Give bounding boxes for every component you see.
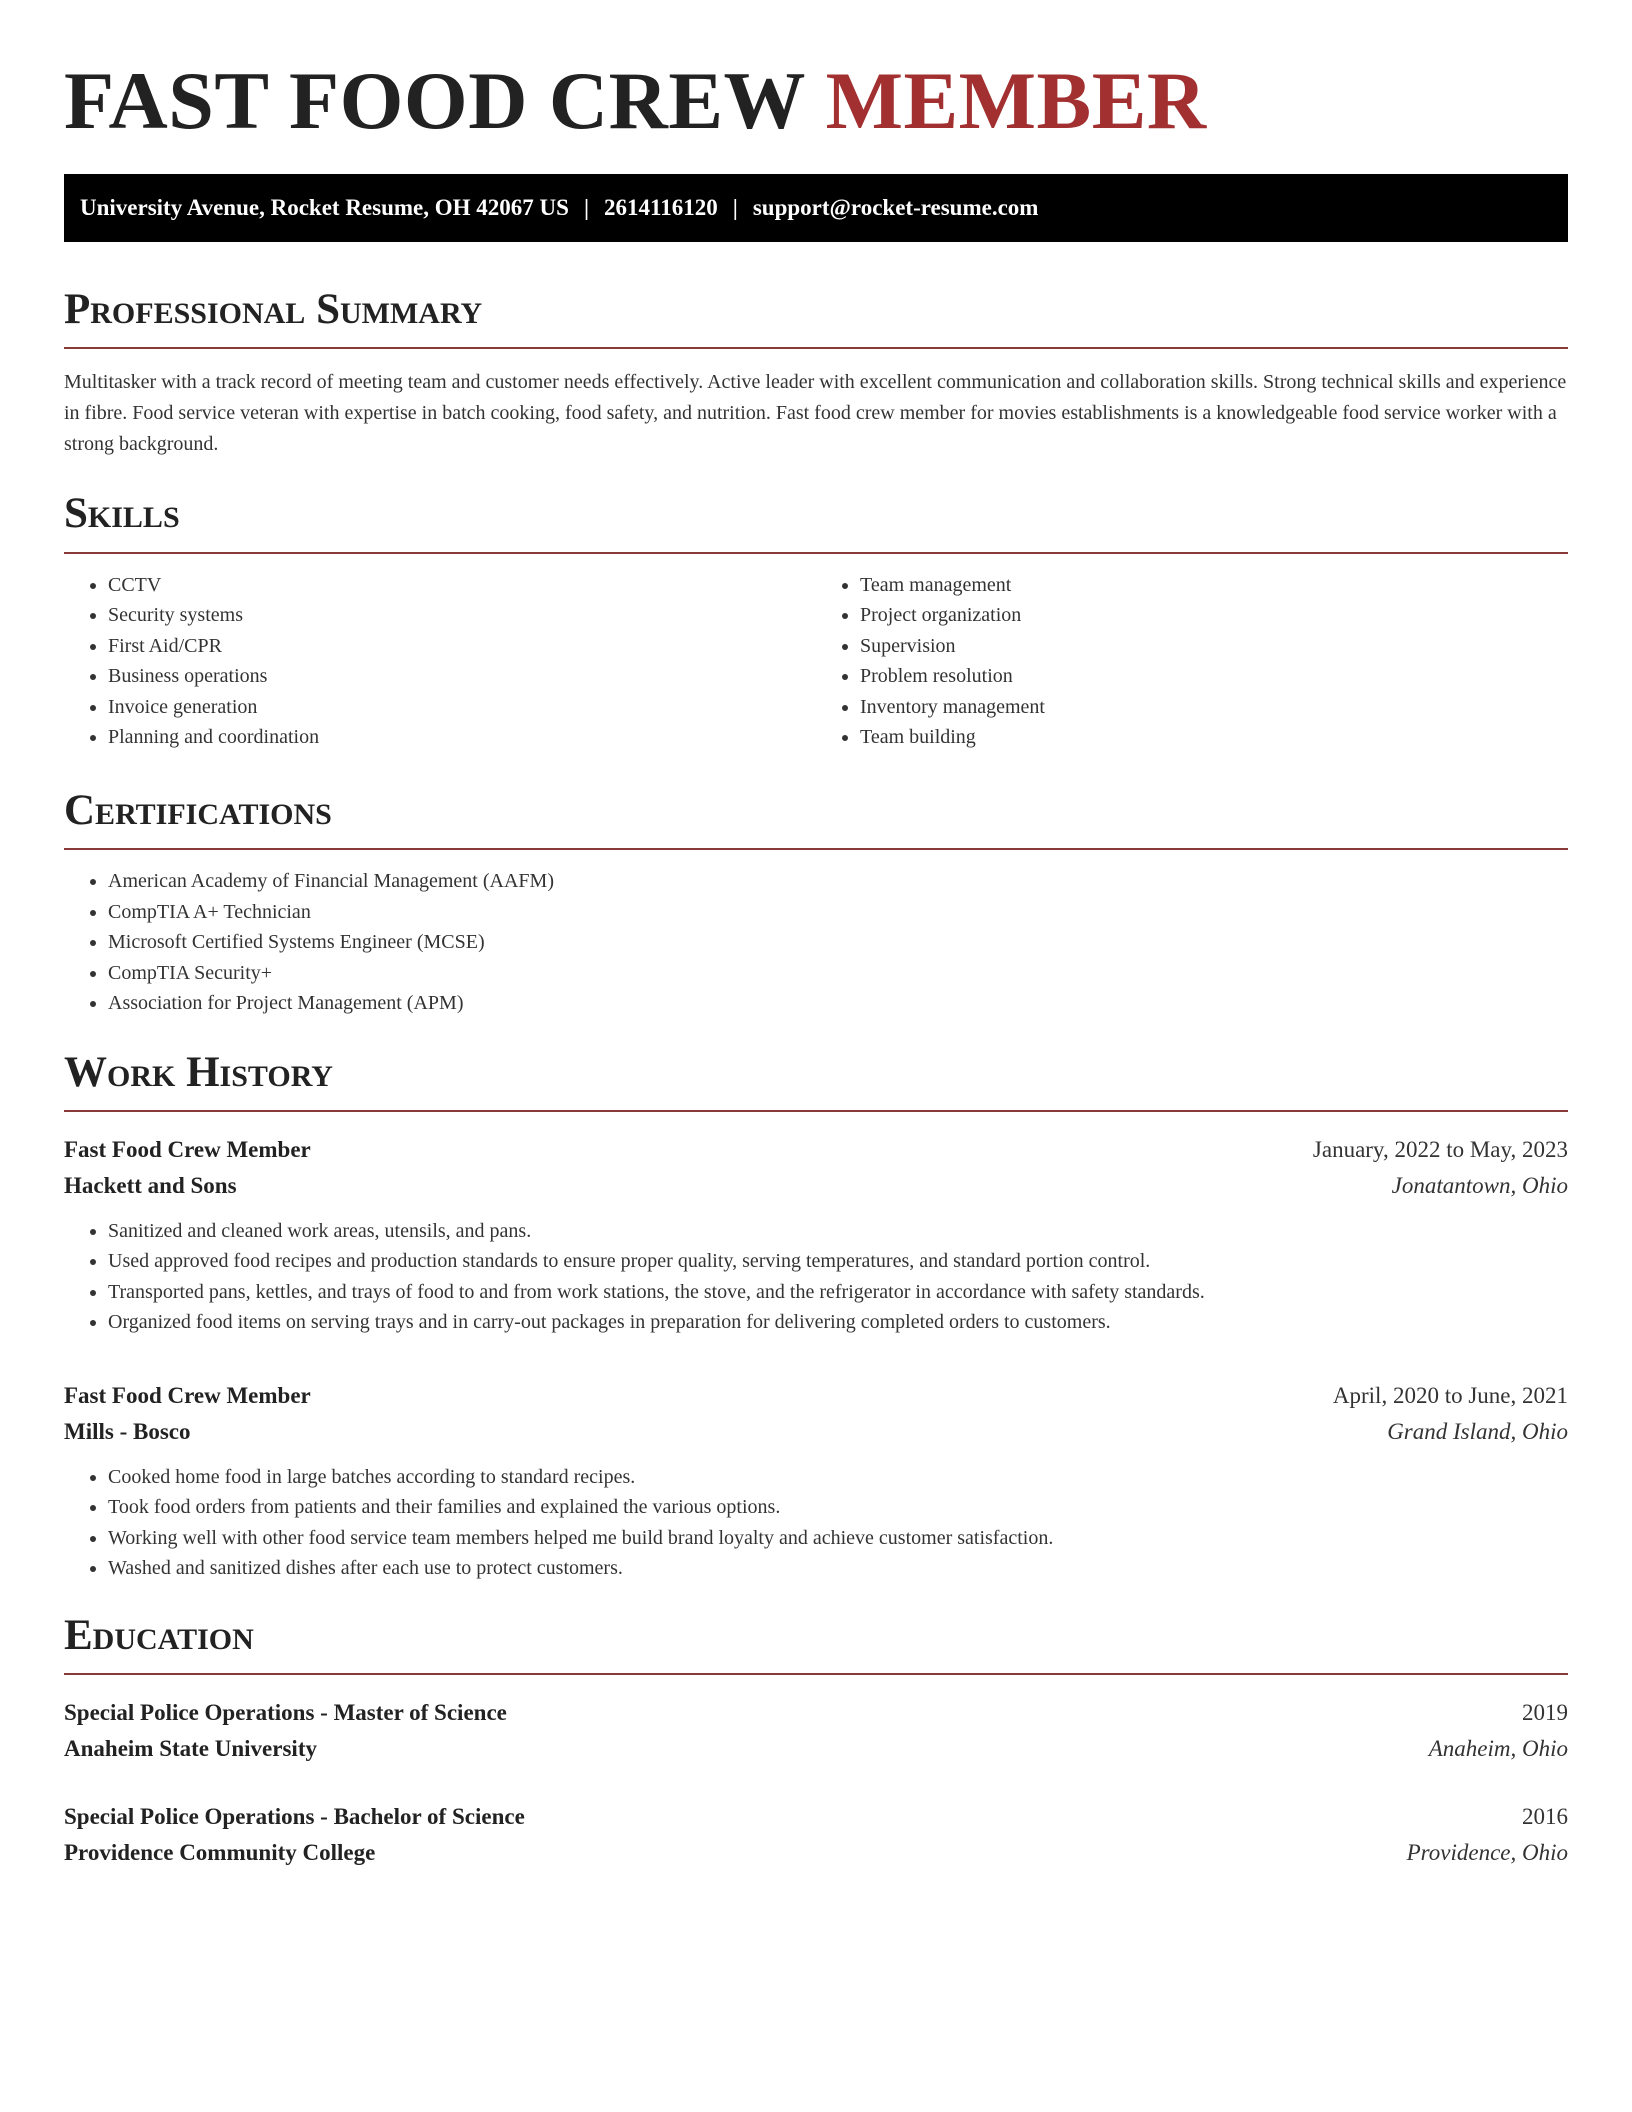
job-duties-list [64,1462,1568,1584]
education-school-row [64,1835,1568,1871]
education-year: 2016 [1522,1804,1568,1830]
certification-item: • Association for Project Management (APM) [108,988,1568,1019]
skill-item: • Security systems [108,600,816,631]
section-title-summary: Professional Summary [64,286,483,334]
education-degree: Special Police Operations - Bachelor of Science [64,1804,525,1830]
skill-item: • CCTV [108,570,816,601]
certification-item: • CompTIA Security+ [108,958,1568,989]
skill-item: • Planning and coordination [108,722,816,753]
certification-item: • Microsoft Certified Systems Engineer (MCSE) [108,927,1568,958]
job-duty: • Working well with other food service team members helped me build brand loyalty and achieve customer satisfaction. [108,1523,1568,1554]
title-main: FAST FOOD CREW [64,55,805,146]
job-company: Mills - Bosco [64,1418,191,1444]
job-header-row [64,1132,1568,1168]
job-duty: • Took food orders from patients and their families and explained the various options. [108,1492,1568,1523]
job-duty: • Used approved food recipes and production standards to ensure proper quality, serving temperatures, and standard portion control. [108,1246,1568,1277]
education-school: Anaheim State University [64,1736,317,1762]
skill-item: • Inventory management [860,692,1568,723]
job-company: Hackett and Sons [64,1172,237,1198]
education-school: Providence Community College [64,1840,376,1866]
job-header-row [64,1378,1568,1414]
job-role: Fast Food Crew Member [64,1382,311,1408]
job-duty: • Washed and sanitized dishes after each use to protect customers. [108,1553,1568,1584]
contact-separator: | [732,195,738,221]
job-duty: • Sanitized and cleaned work areas, utensils, and pans. [108,1216,1568,1247]
section-title-work-history: Work History [64,1048,333,1096]
skill-item: • First Aid/CPR [108,631,816,662]
education-location: Providence, Ohio [1406,1840,1568,1866]
education-entry [64,1695,1568,1767]
job-dates: April, 2020 to June, 2021 [1332,1382,1568,1408]
skill-item: • Team building [860,722,1568,753]
job-duties-list [64,1216,1568,1338]
job-location: Jonatantown, Ohio [1391,1172,1568,1198]
section-title-certifications: Certifications [64,786,332,834]
section-title-education: Education [64,1611,254,1659]
education-year: 2019 [1522,1700,1568,1726]
summary-text: Multitasker with a track record of meeting team and customer needs effectively. Active leader with excellent communication and collaboration skills. Strong technical skills and experience in fibre. Food service veteran with expertise in batch cooking, food safety, and nutrition. Fast food crew member for movies establishments is a knowledgeable food service worker with a strong background. [64,371,1567,456]
job-company-row [64,1414,1568,1450]
job-location: Grand Island, Ohio [1387,1418,1568,1444]
skill-item: • Invoice generation [108,692,816,723]
contact-email[interactable]: support@rocket-resume.com [752,195,1039,221]
job-role: Fast Food Crew Member [64,1136,311,1162]
contact-phone[interactable]: 2614116120 [604,195,718,221]
skill-item: • Supervision [860,631,1568,662]
skills-list-left [64,570,816,753]
section-title-skills: Skills [64,490,180,538]
education-degree-row [64,1799,1568,1835]
resume-title [64,56,1568,146]
section-divider [64,848,1568,850]
section-divider [64,1673,1568,1675]
education-entry [64,1799,1568,1871]
section-divider [64,347,1568,349]
job-dates: January, 2022 to May, 2023 [1312,1136,1568,1162]
skill-item: • Business operations [108,661,816,692]
job-duty: • Transported pans, kettles, and trays of food to and from work stations, the stove, and the refrigerator in accordance with safety standards. [108,1277,1568,1308]
certification-item: • CompTIA A+ Technician [108,897,1568,928]
education-location: Anaheim, Ohio [1428,1736,1568,1762]
skills-list-right [816,570,1568,753]
job-entry [64,1132,1568,1338]
contact-bar [64,174,1568,242]
education-school-row [64,1731,1568,1767]
title-accent: MEMBER [825,55,1207,146]
certifications-list [64,866,1568,1019]
skill-item: • Team management [860,570,1568,601]
job-entry [64,1378,1568,1584]
skills-grid [64,554,1568,753]
section-divider [64,1110,1568,1112]
education-degree-row [64,1695,1568,1731]
contact-separator: | [583,195,590,221]
certification-item: • American Academy of Financial Management (AAFM) [108,866,1568,897]
skill-item: • Problem resolution [860,661,1568,692]
job-duty: • Cooked home food in large batches according to standard recipes. [108,1462,1568,1493]
job-company-row [64,1168,1568,1204]
contact-address: University Avenue, Rocket Resume, OH 42067 US [80,195,569,221]
job-duty: • Organized food items on serving trays and in carry-out packages in preparation for delivering completed orders to customers. [108,1307,1568,1338]
education-degree: Special Police Operations - Master of Science [64,1700,507,1726]
skill-item: • Project organization [860,600,1568,631]
